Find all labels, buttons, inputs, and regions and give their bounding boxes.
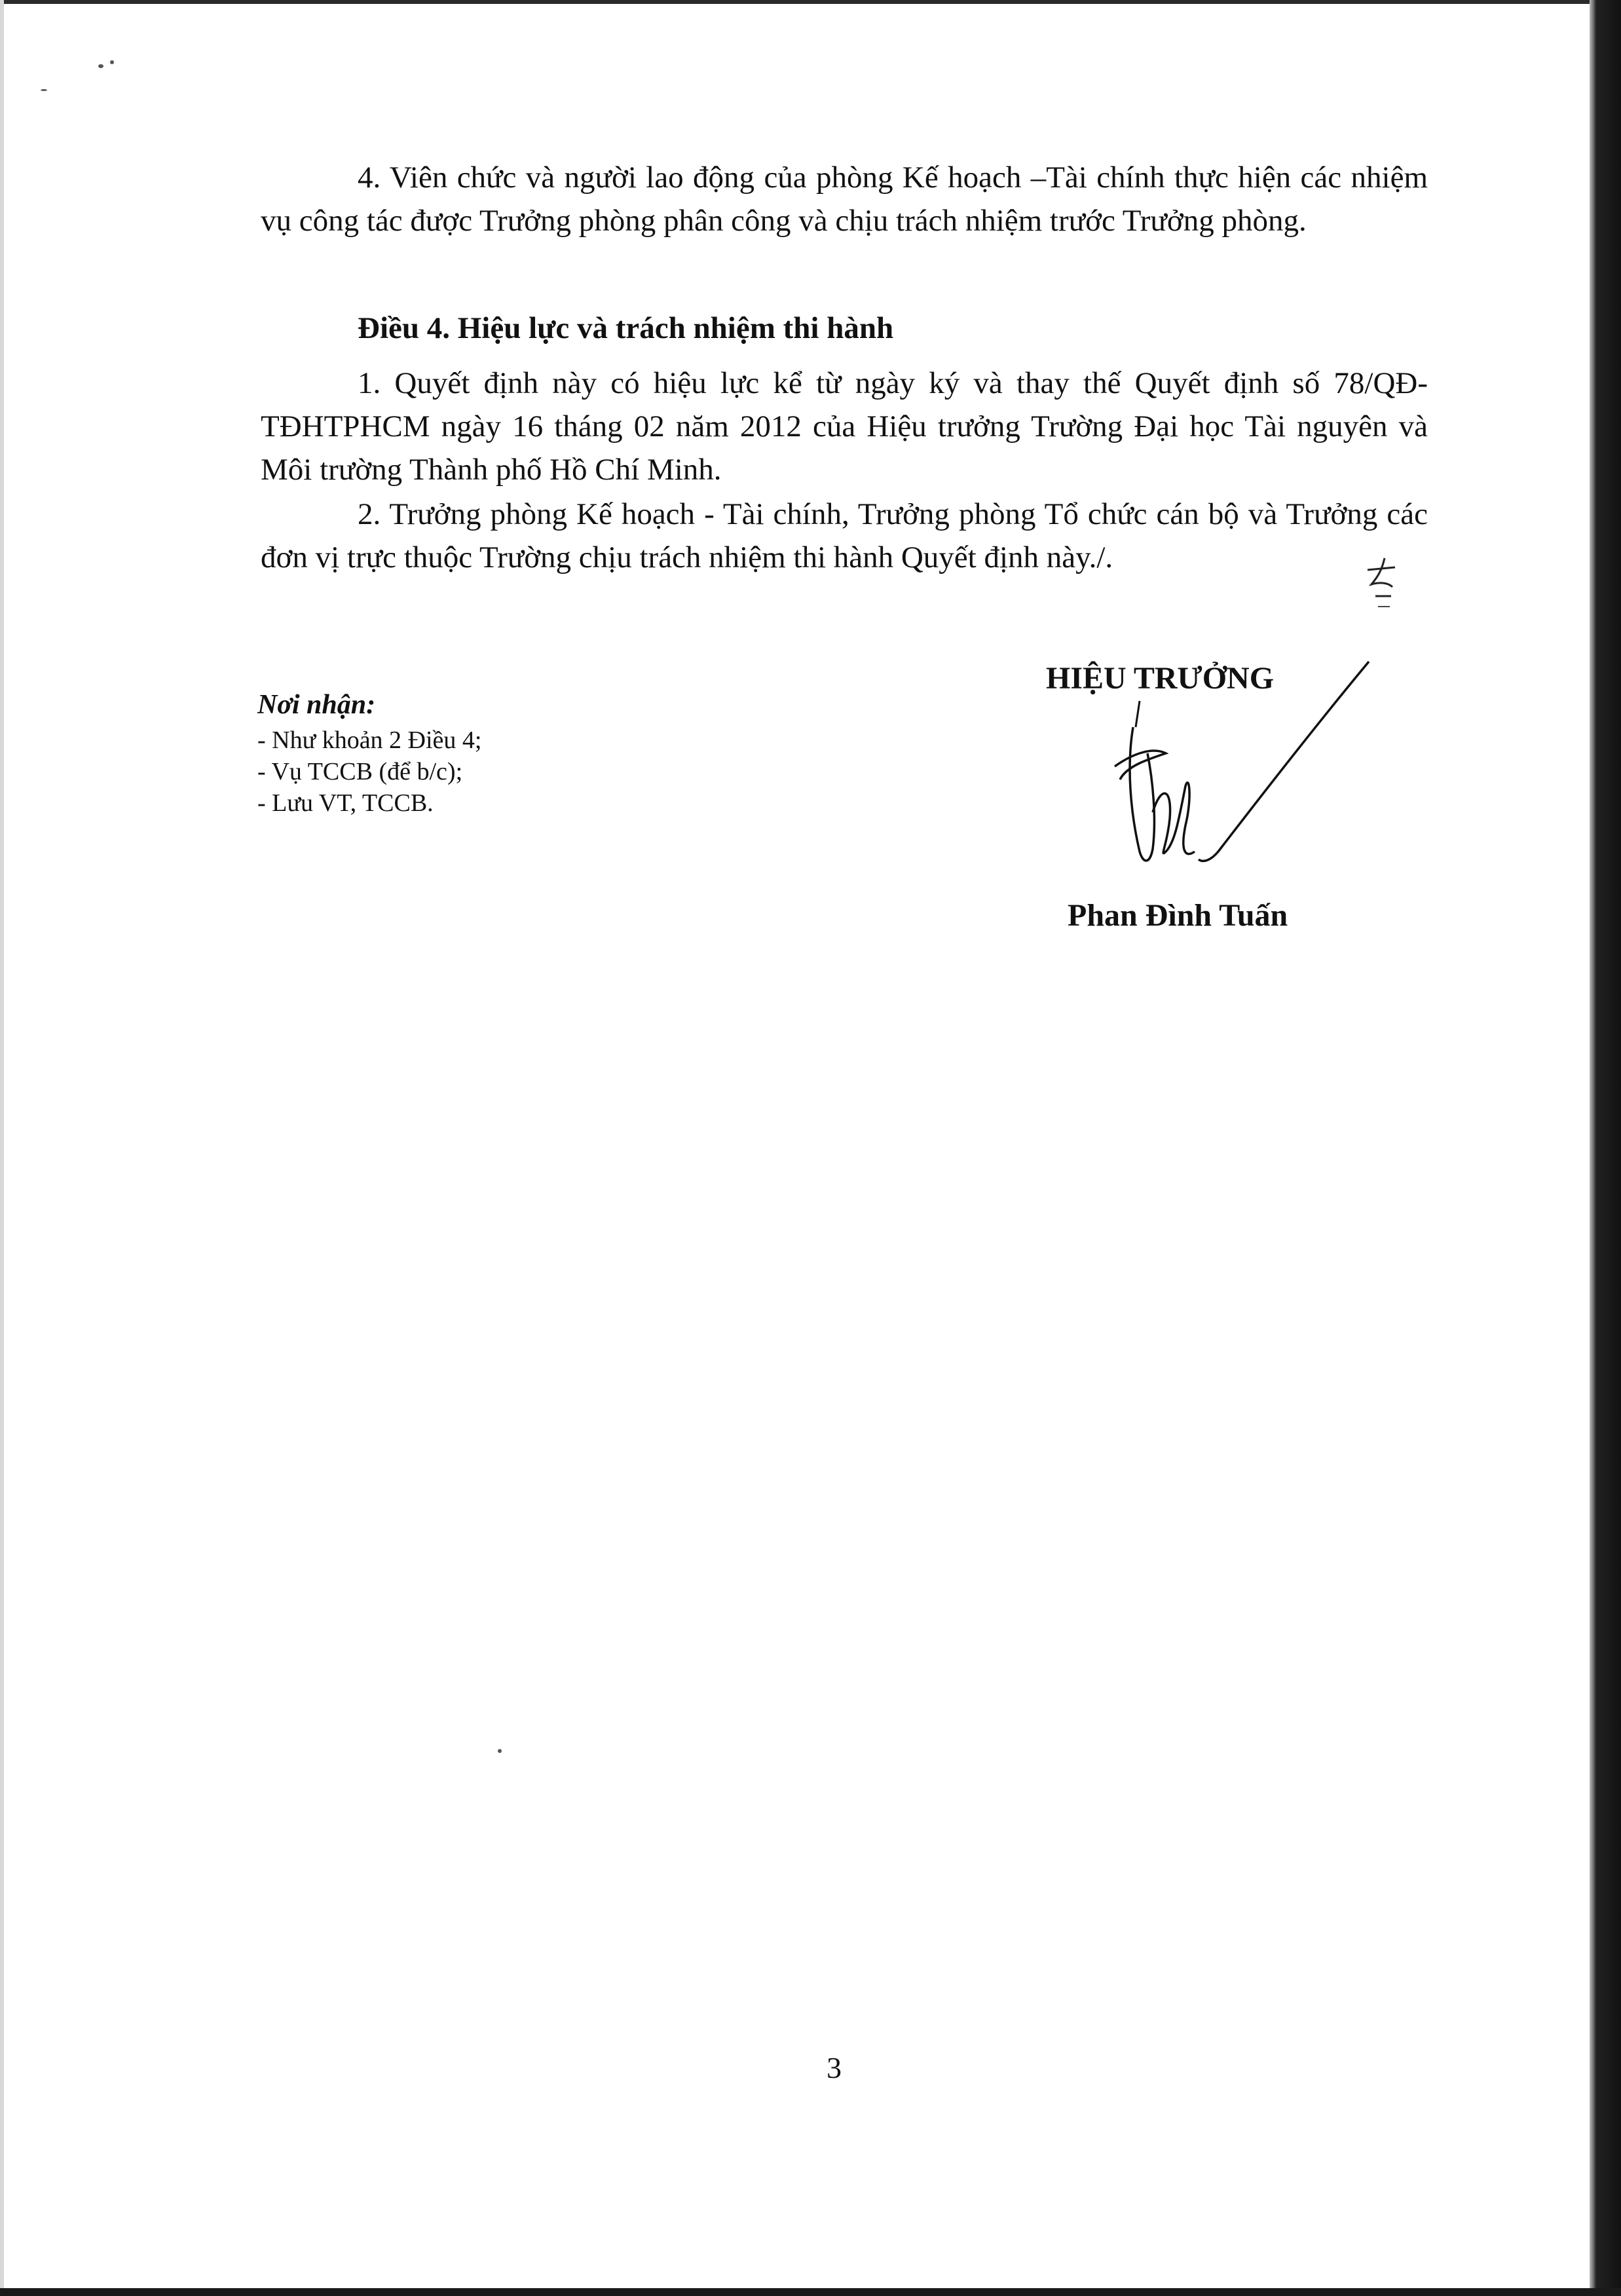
scan-speck (110, 60, 114, 64)
recipient-item: - Vụ TCCB (để b/c); (257, 758, 463, 785)
paragraph-4: 4. Viên chức và người lao động của phòng Kế hoạch –Tài chính thực hiện các nhiệm vụ công tác được Trưởng phòng phân công và chịu trách nhiệm trước Trưởng phòng. (261, 160, 1428, 238)
recipient-item: - Lưu VT, TCCB. (257, 789, 434, 817)
article-4-clause-1: 1. Quyết định này có hiệu lực kể từ ngày ký và thay thế Quyết định số 78/QĐ-TĐHTPHCM ngày 16 tháng 02 năm 2012 của Hiệu trưởng Trường Đại học Tài nguyên và Môi trường Thành phố Hồ Chí Minh. (261, 366, 1428, 487)
recipient-item: - Như khoản 2 Điều 4; (257, 726, 482, 754)
article-4-clause-2: 2. Trưởng phòng Kế hoạch - Tài chính, Trưởng phòng Tổ chức cán bộ và Trưởng các đơn vị trực thuộc Trường chịu trách nhiệm thi hành Quyết định này./. (261, 497, 1428, 574)
recipients-list (257, 725, 481, 819)
scan-edge-bottom (0, 2288, 1621, 2296)
scan-edge-left (0, 0, 4, 2296)
scan-speck (498, 1749, 502, 1753)
recipients-title: Nơi nhận: (257, 690, 376, 720)
scan-speck (98, 64, 103, 68)
signer-title: HIỆU TRƯỞNG (1046, 661, 1275, 696)
initial-mark (1362, 550, 1402, 609)
scan-speck (41, 89, 47, 91)
article-4-heading: Điều 4. Hiệu lực và trách nhiệm thi hành (358, 311, 894, 345)
scan-edge-right (1590, 0, 1621, 2296)
handwritten-signature (1087, 655, 1388, 891)
scan-edge-top (0, 0, 1621, 4)
page-number: 3 (827, 2051, 842, 2084)
signer-name: Phan Đình Tuấn (1068, 898, 1288, 933)
recipients-block (257, 689, 481, 819)
